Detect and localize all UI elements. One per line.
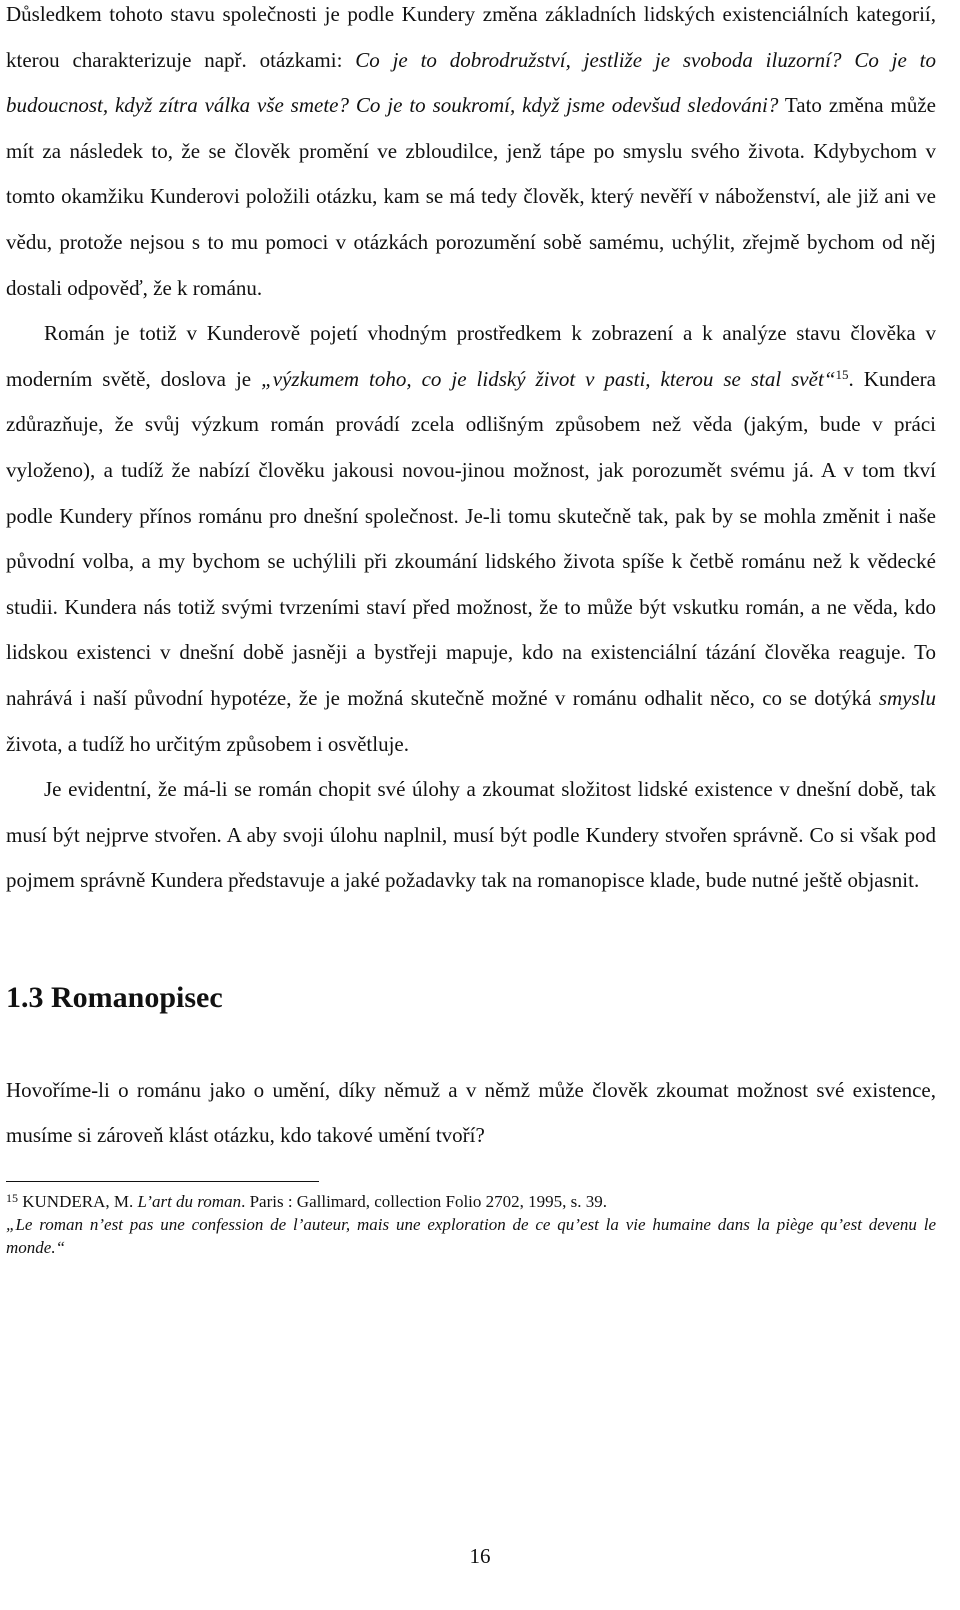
- paragraph-3: Je evidentní, že má-li se román chopit své úlohy a zkoumat složitost lidské existence v dnešní době, tak musí být nejprve stvořen. A aby svoji úlohu naplnil, musí být podle Kundery stvořen správně. Co si však pod pojmem správně Kundera představuje a jaké požadavky tak na romanopisce klade, bude nutné ještě objasnit.: [6, 777, 936, 893]
- paragraph-2-text-a: Román je totiž v Kunderově pojetí vhodným prostředkem k zobrazení a k analýze stavu člověka v moderním světě, doslova je: [6, 321, 936, 391]
- paragraph-1-text-a: Důsledkem tohoto stavu společnosti je podle Kundery změna základních lidských existenciálních kategorií, kterou charakterizuje např. otázkami:: [6, 2, 936, 72]
- page-number: 16: [469, 1544, 491, 1568]
- paragraph-1-text-b: Tato změna může mít za následek to, že se člověk promění ve zbloudilce, jenž tápe po smyslu svého života. Kdybychom v tomto okamžiku Kunderovi položili otázku, kam se má tedy člověk, který nevěří v náboženství, ale již ani ve vědu, protože nejsou s to mu pomoci v otázkách porozumění sobě samému, uchýlit, zřejmě bychom od něj dostali odpověď, že k románu.: [6, 93, 936, 300]
- footnotes: [6, 1190, 936, 1259]
- paragraph-4: Hovoříme-li o románu jako o umění, díky němuž a v němž může člověk zkoumat možnost své existence, musíme si zároveň klást otázku, kdo takové umění tvoří?: [6, 1077, 936, 1148]
- footnote-number: 15: [6, 1191, 18, 1206]
- footnote-divider: [6, 1181, 319, 1182]
- document-page: [6, 0, 936, 1259]
- footnote-publication: . Paris : Gallimard, collection Folio 2702, 1995, s. 39.: [241, 1192, 608, 1212]
- paragraph-1-questions: Co je to dobrodružství, jestliže je svoboda iluzorní? Co je to budoucnost, když zítra válka vše smete? Co je to soukromí, když jsme odevšud sledováni?: [6, 47, 936, 118]
- footnote-quote-text: „Le roman n’est pas une confession de l’auteur, mais une exploration de ce qu’est la vie humaine dans la piège qu’est devenu le monde.“: [6, 1215, 936, 1258]
- paragraph-2-quote: „výzkumem toho, co je lidský život v pasti, kterou se stal svět“: [261, 366, 836, 391]
- paragraph-2-text-c: života, a tudíž ho určitým způsobem i osvětluje.: [6, 731, 409, 756]
- footnote-quote: [6, 1213, 936, 1259]
- paragraph-2-text-b: . Kundera zdůrazňuje, že svůj výzkum román provádí zcela odlišným způsobem než věda (jakým, bude v práci vyloženo), a tudíž že nabízí člověku jakousi novou-jinou možnost, jak porozumět svému já. A v tom tkví podle Kundery přínos románu pro dnešní společnost. Je-li tomu skutečně tak, pak by se mohla změnit i naše původní volba, a my bychom se uchýlili při zkoumání lidského života spíše k četbě románu než k vědecké studii. Kundera nás totiž svými tvrzeními staví před možnost, že to může být vskutku román, a ne věda, kdo lidskou existenci v dnešní době jasněji a bystřeji mapuje, kdo na existenciální tázání člověka reaguje. To nahrává i naší původní hypotéze, že je možná skutečně možné v románu odhalit něco, co se dotýká: [6, 366, 936, 710]
- footnote-15: [6, 1190, 936, 1213]
- footnote-reference: 15: [835, 366, 849, 382]
- paragraph-2: [6, 311, 936, 767]
- paragraph-1: [6, 0, 936, 311]
- paragraph-2-emphasis: smyslu: [878, 685, 936, 710]
- section-heading: 1.3 Romanopisec: [6, 980, 223, 1014]
- footnote-author: KUNDERA, M.: [18, 1192, 138, 1212]
- footnote-title: L’art du roman: [137, 1192, 242, 1212]
